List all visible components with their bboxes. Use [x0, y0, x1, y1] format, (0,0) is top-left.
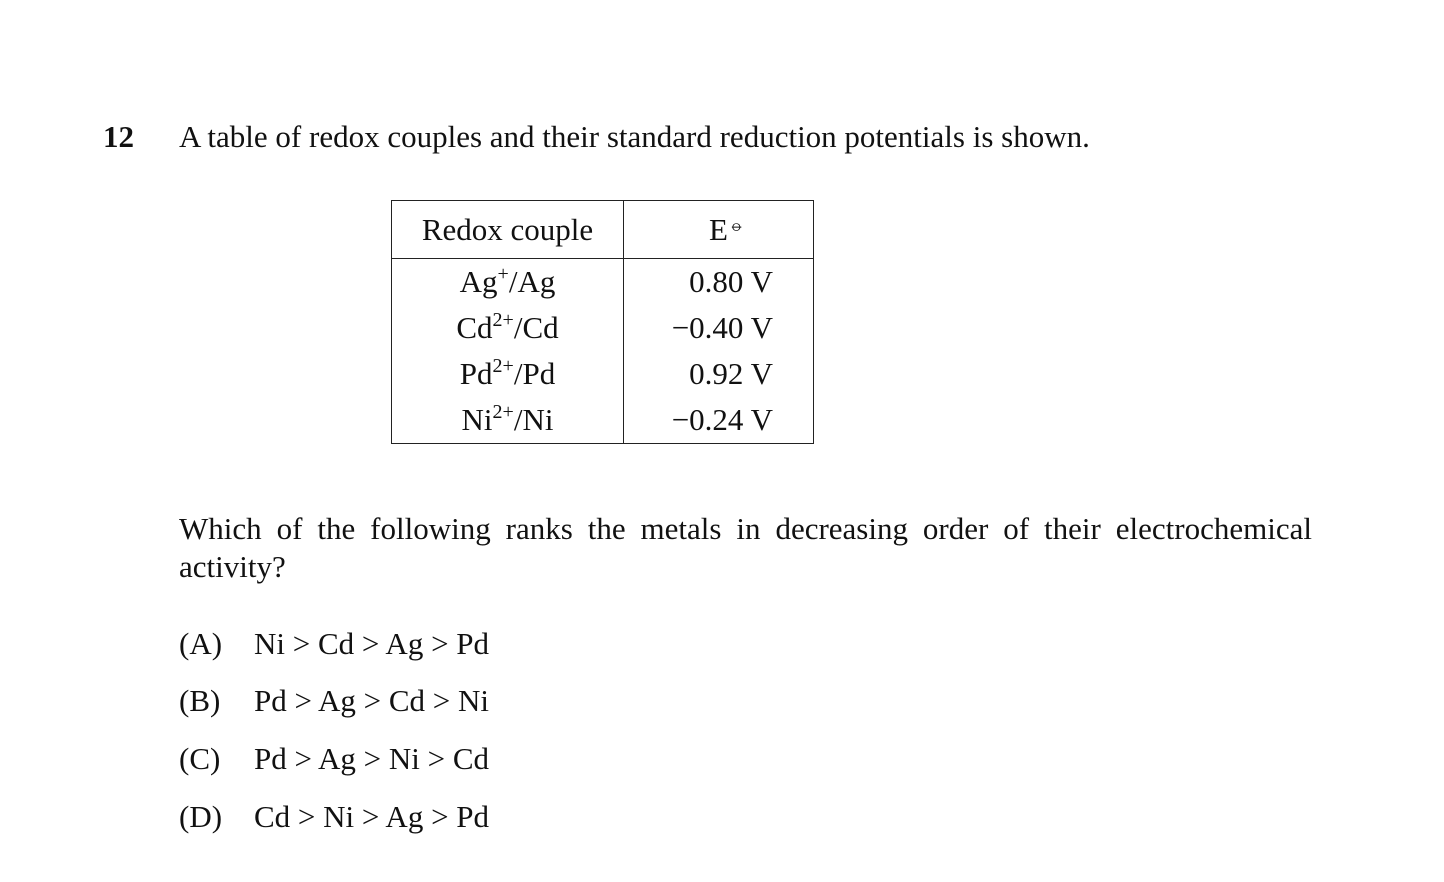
redox-couple-column: [392, 259, 624, 444]
ion-species: Ni: [461, 402, 493, 437]
potential-letter: E: [709, 211, 728, 247]
standard-potential-symbol: [709, 211, 745, 248]
header-redox-couple: Redox couple: [392, 201, 624, 259]
ion-species: Cd: [456, 310, 493, 345]
ion-species: Ag: [459, 264, 498, 299]
potential-cd: −0.40 V: [671, 310, 773, 345]
redox-couple-pd: $Pd^{2+}/Pd$: [459, 355, 556, 391]
option-text: Ni > Cd > Ag > Pd: [254, 626, 490, 661]
ion-charge: 2+: [492, 355, 514, 377]
option-text: Cd > Ni > Ag > Pd: [254, 799, 490, 834]
metal-species: Ag: [517, 264, 556, 299]
option-d[interactable]: [179, 798, 489, 836]
potential-ni: −0.24 V: [671, 402, 773, 437]
table-header-row: [392, 201, 814, 259]
metal-species: Pd: [522, 356, 556, 391]
option-b[interactable]: [179, 682, 489, 720]
potential-column: [624, 259, 814, 444]
option-a[interactable]: [179, 625, 489, 663]
plimsoll-icon: ⦵: [728, 214, 745, 235]
option-text: Pd > Ag > Ni > Cd: [254, 741, 490, 776]
ion-species: Pd: [459, 356, 493, 391]
option-text: Pd > Ag > Cd > Ni: [254, 683, 490, 718]
redox-couple-ni: $Ni^{2+}/Ni$: [461, 401, 554, 437]
option-c[interactable]: [179, 740, 489, 778]
option-letter: (D): [179, 799, 223, 834]
table-body-row: [392, 259, 814, 444]
redox-couple-ag: Ag+/Ag: [459, 263, 556, 299]
option-letter: (B): [179, 683, 221, 718]
metal-species: Cd: [522, 310, 559, 345]
option-letter: (C): [179, 741, 221, 776]
redox-couple-cd: $Cd^{2+}/Cd$: [456, 309, 559, 345]
question-stem: A table of redox couples and their standard reduction potentials is shown.: [179, 119, 1090, 154]
potential-pd: 0.92 V: [689, 356, 773, 391]
metal-species: Ni: [522, 402, 554, 437]
option-letter: (A): [179, 626, 223, 661]
ion-charge: 2+: [492, 401, 514, 423]
question-number: 12: [103, 119, 134, 154]
question-prompt: Which of the following ranks the metals in decreasing order of their electrochemical activity?: [179, 511, 1312, 584]
redox-table: [391, 200, 814, 444]
ion-charge: +: [497, 263, 509, 285]
potential-ag: 0.80 V: [689, 264, 773, 299]
header-standard-potential: [624, 201, 814, 259]
ion-charge: 2+: [492, 309, 514, 331]
